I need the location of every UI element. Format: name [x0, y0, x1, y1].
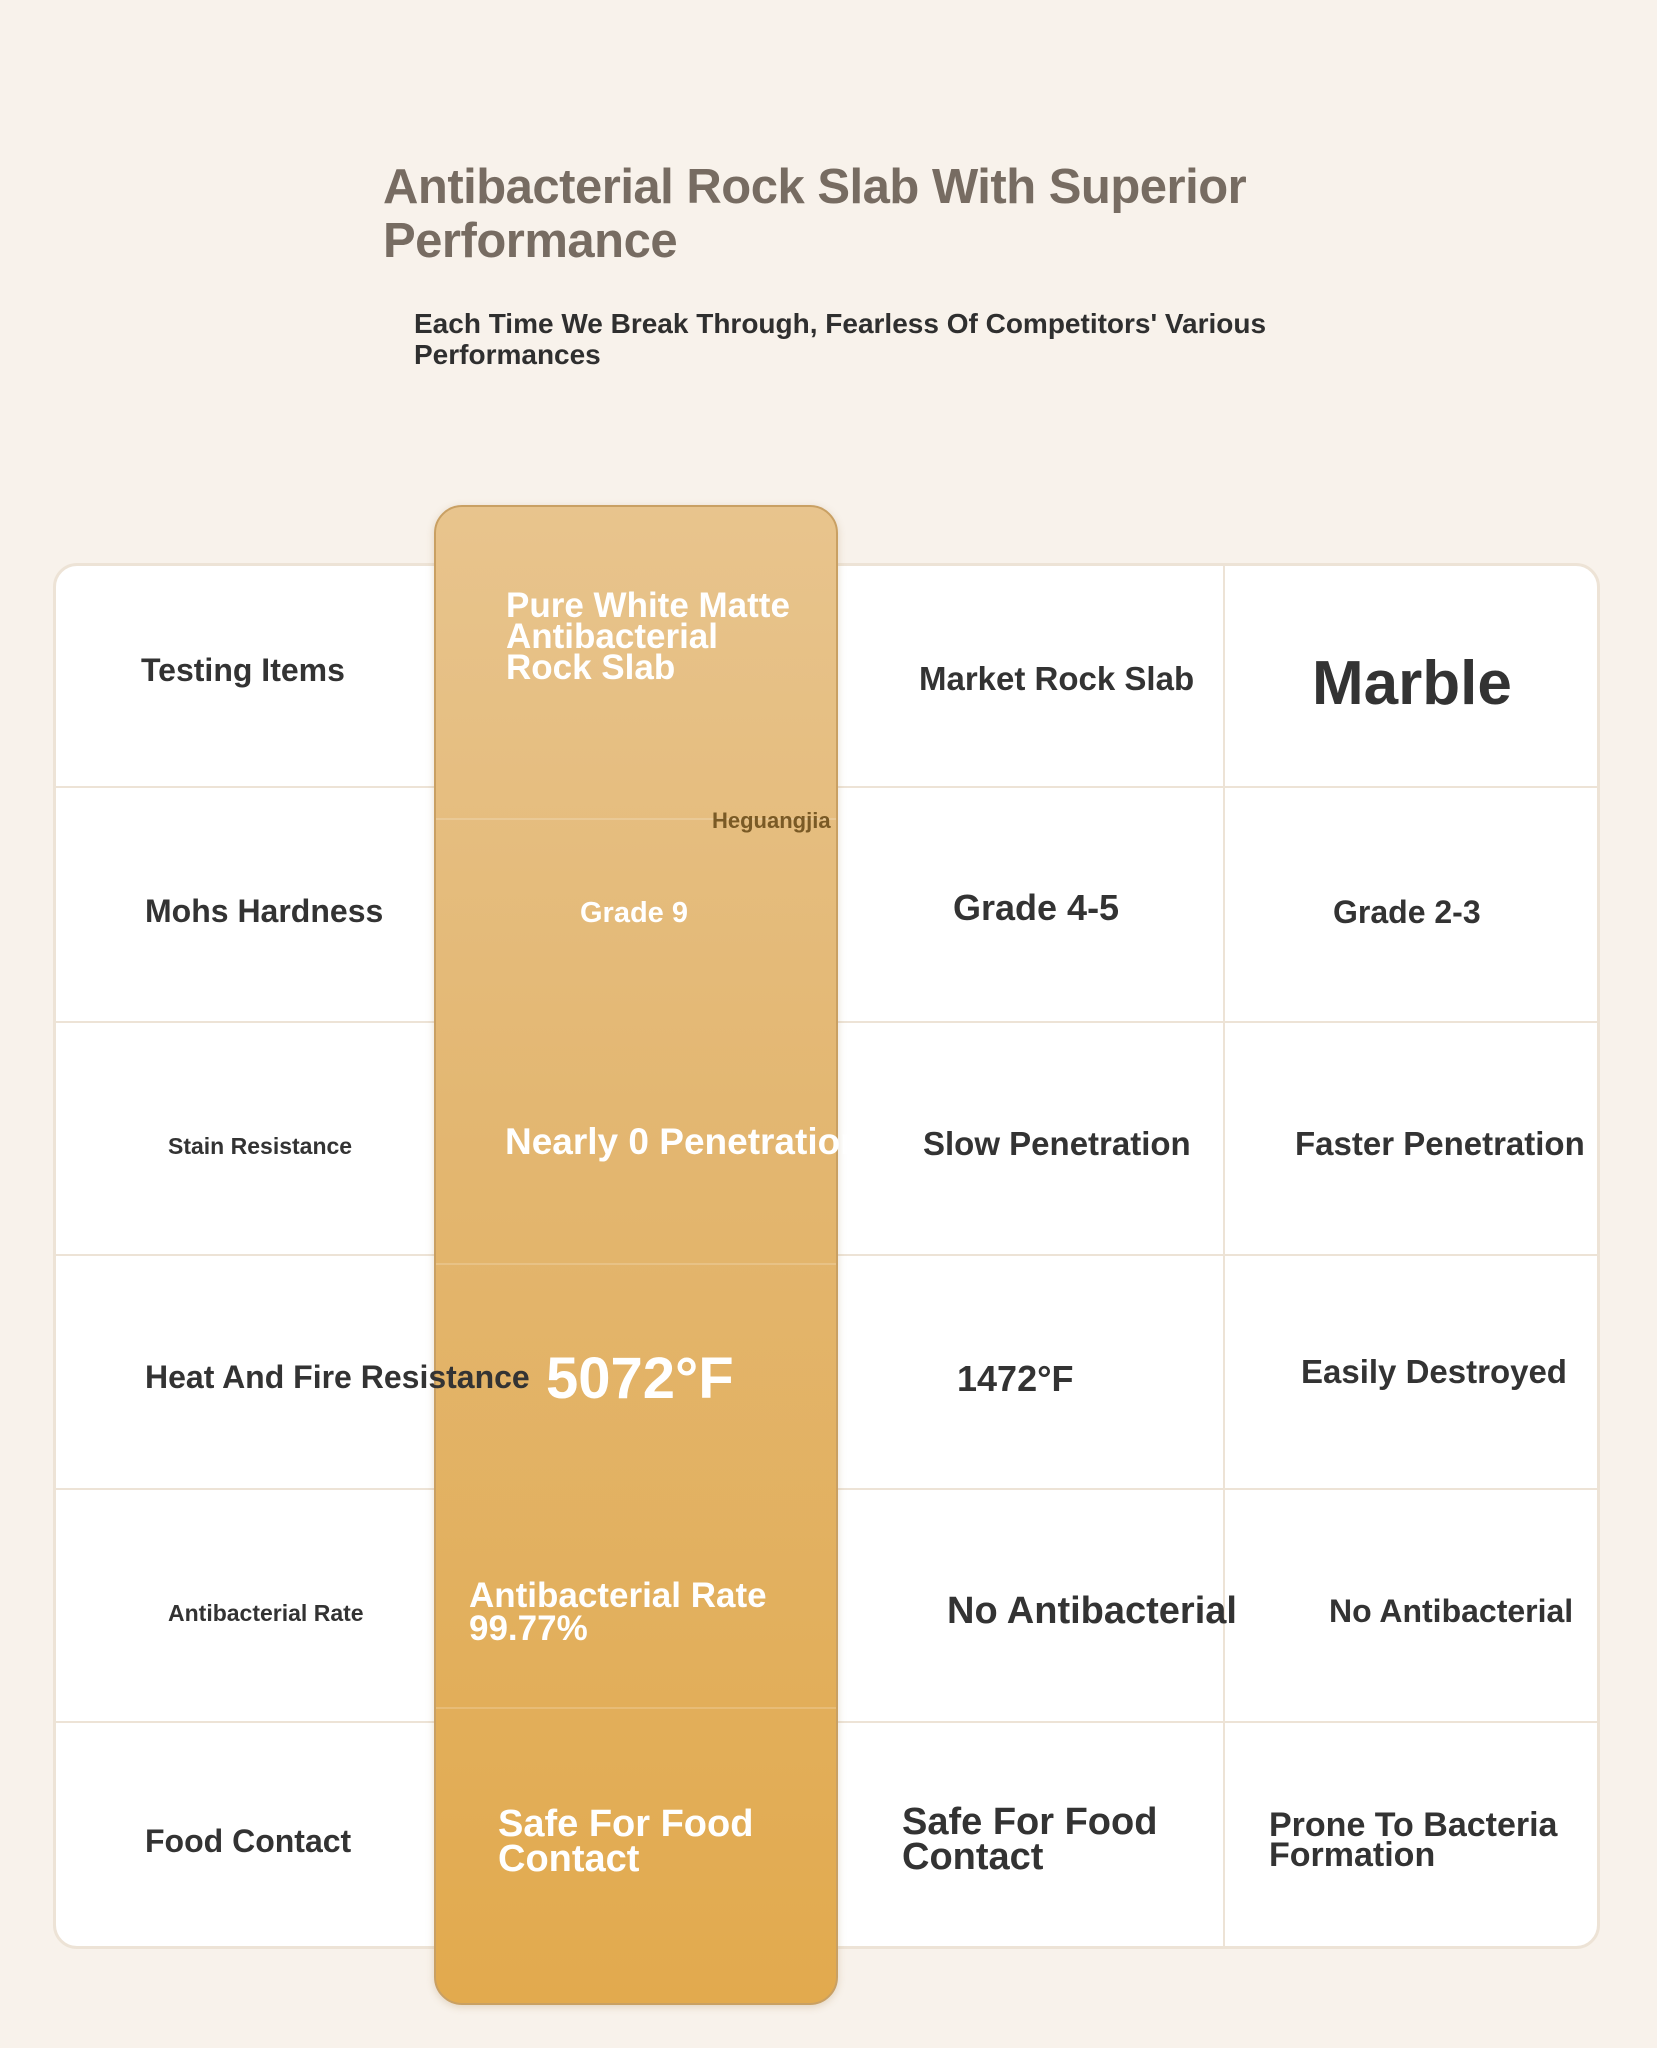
- row-mohs-hardness-product: Grade 9: [580, 897, 688, 929]
- header-marble: Marble: [1312, 649, 1512, 718]
- row-stain-resistance-market: Slow Penetration: [923, 1125, 1191, 1162]
- row-mohs-hardness-label: Mohs Hardness: [145, 893, 384, 929]
- row-heat-resistance-label: Heat And Fire Resistance: [145, 1359, 530, 1395]
- row-antibacterial-product: Antibacterial Rate 99.77%: [469, 1576, 767, 1648]
- brand-label: Heguangjia: [712, 808, 831, 833]
- column-divider: [1223, 563, 1225, 1949]
- row-food-contact-market: Safe For Food Contact: [902, 1801, 1158, 1878]
- row-food-contact-label: Food Contact: [145, 1823, 352, 1859]
- column-separator: [436, 1707, 836, 1709]
- row-mohs-hardness-marble: Grade 2-3: [1333, 894, 1481, 930]
- row-heat-resistance-product: 5072°F: [546, 1346, 734, 1411]
- page-subtitle: Each Time We Break Through, Fearless Of Competitors' Various Performances: [414, 308, 1267, 370]
- row-mohs-hardness-market: Grade 4-5: [953, 887, 1120, 928]
- header-product-name: Pure White Matte Antibacterial Rock Slab: [506, 586, 790, 687]
- row-stain-resistance-marble: Faster Penetration: [1295, 1125, 1585, 1162]
- page-title: Antibacterial Rock Slab With Superior Performance: [383, 160, 1247, 268]
- row-antibacterial-label: Antibacterial Rate: [168, 1600, 364, 1626]
- header-testing-items: Testing Items: [141, 652, 345, 688]
- row-stain-resistance-product: Nearly 0 Penetration: [505, 1121, 863, 1162]
- row-heat-resistance-market: 1472°F: [957, 1358, 1074, 1399]
- highlighted-product-column: [434, 505, 838, 2005]
- header-market-rock-slab: Market Rock Slab: [919, 660, 1195, 697]
- row-food-contact-marble: Prone To Bacteria Formation: [1269, 1806, 1558, 1874]
- row-food-contact-product: Safe For Food Contact: [498, 1803, 754, 1880]
- row-antibacterial-market: No Antibacterial: [947, 1590, 1237, 1632]
- row-heat-resistance-marble: Easily Destroyed: [1301, 1353, 1567, 1390]
- column-separator: [436, 1263, 836, 1265]
- row-antibacterial-marble: No Antibacterial: [1329, 1593, 1574, 1629]
- row-stain-resistance-label: Stain Resistance: [168, 1133, 353, 1159]
